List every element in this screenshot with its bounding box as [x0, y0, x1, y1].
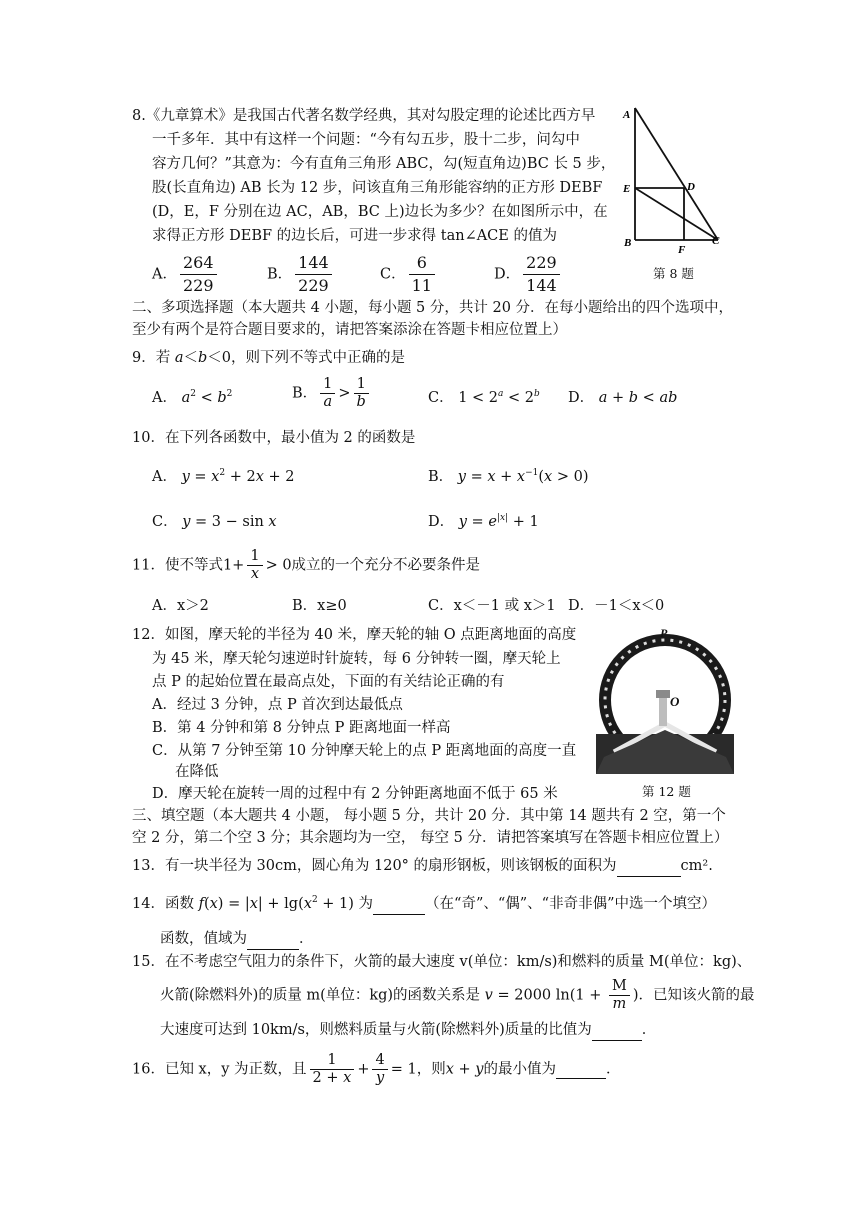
q8-option-b: B． $\frac{144}{229}$: [267, 252, 335, 297]
q10-stem: 10．在下列各函数中，最小值为 2 的函数是: [132, 430, 416, 446]
q12-ferris-wheel-figure: [596, 622, 734, 774]
q15-line1: 15．在不考虑空气阻力的条件下，火箭的最大速度 v(单位：km/s)和燃料的质量 M(单位：kg)、: [132, 954, 752, 970]
q8-line6: 求得正方形 DEBF 的边长后，可进一步求得 tan∠ACE 的值为: [152, 228, 557, 244]
q12-figure-caption: 第 12 题: [642, 784, 691, 799]
q12-line3: 点 P 的起始位置在最高点处，下面的有关结论正确的有: [152, 674, 505, 690]
fig12-label-p: P: [660, 626, 668, 640]
fig12-label-o: O: [670, 694, 680, 709]
sec2-heading-line2: 至少有两个是符合题目要求的，请把答案添涂在答题卡相应位置上）: [132, 322, 567, 338]
q8-line4: 股(长直角边) AB 长为 12 步，问该直角三角形能容纳的正方形 DEBF: [152, 180, 603, 196]
fig8-label-a: A: [623, 109, 631, 121]
q13-stem: 13．有一块半径为 30cm，圆心角为 120° 的扇形钢板，则该钢板的面积为 cm².: [132, 856, 713, 877]
sec3-heading-line1: 三、填空题（本大题共 4 小题， 每小题 5 分，共计 20 分．其中第 14 题共有 2 空，第一个: [132, 808, 726, 824]
q10-option-b: B． $y = x + x^{-1}(x > 0)$: [428, 468, 589, 485]
q11-option-b: B．x≥0: [292, 598, 347, 614]
q9-stem: 9．若 a＜b＜0，则下列不等式中正确的是: [132, 350, 406, 366]
q8-line1: 8.《九章算术》是我国古代著名数学经典，其对勾股定理的论述比西方早: [132, 108, 596, 124]
q9-option-b: B． $\frac{1}{a}$ > $\frac{1}{b}$: [292, 376, 372, 411]
sec2-heading-line1: 二、多项选择题（本大题共 4 小题，每小题 5 分，共计 20 分．在每小题给出的四个选项中，: [132, 300, 734, 316]
q15-line3: 大速度可达到 10km/s，则燃料质量与火箭(除燃料外)质量的比值为 ．: [160, 1020, 656, 1041]
q9-option-a: A． $a^2 < b^2$: [152, 389, 233, 406]
q15-line2: 火箭(除燃料外)的质量 m(单位：kg)的函数关系是 v = 2000 ln(1 + $\frac{M}{m}$ )．已知该火箭的最: [160, 978, 755, 1012]
q8-line3: 容方几何？”其意为：今有直角三角形 ABC，勾(短直角边)BC 长 5 步，: [152, 156, 616, 172]
q14-stem: 14．函数 $f(x) = |x| + \lg(x^2 + 1)$ 为 （在“奇”、“偶”、“非奇非偶”中选一个填空）: [132, 894, 716, 915]
fig8-label-c: C: [712, 235, 720, 247]
q12-line1: 12．如图，摩天轮的半径为 40 米，摩天轮的轴 O 点距离地面的高度: [132, 627, 577, 643]
q14-stem-line2: 函数，值域为 ．: [160, 929, 314, 950]
sec3-heading-line2: 空 2 分，第二个空 3 分；其余题均为一空， 每空 5 分．请把答案填写在答题卡相应位置上）: [132, 830, 729, 846]
q8-figure-caption: 第 8 题: [653, 266, 694, 281]
q16-stem: 16．已知 x，y 为正数，且 $\frac{1}{2 + x}$ + $\frac{4}{y}$ = 1，则x + y的最小值为 ．: [132, 1052, 621, 1086]
q12-option-b: B．第 4 分钟和第 8 分钟点 P 距离地面一样高: [152, 720, 451, 736]
q12-option-a: A．经过 3 分钟，点 P 首次到达最低点: [152, 697, 403, 713]
q8-line2: 一千多年．其中有这样一个问题：“今有勾五步，股十二步，问勾中: [152, 132, 580, 148]
q8-option-d: D． $\frac{229}{144}$: [494, 252, 563, 297]
q8-line5: (D，E，F 分别在边 AC，AB，BC 上)边长为多少？在如图所示中，在: [152, 204, 608, 220]
q10-option-d: D． $y = e^{|x|} + 1$: [428, 513, 539, 530]
q10-option-a: A． $y = x^2 + 2x + 2$: [152, 468, 295, 485]
q8-triangle-figure: [620, 100, 725, 260]
q11-option-d: D．－1＜x＜0: [568, 598, 665, 614]
q11-option-c: C．x＜－1 或 x＞1: [428, 598, 556, 614]
q11-stem: 11．使不等式1+ $\frac{1}{x}$ > 0成立的一个充分不必要条件是: [132, 548, 481, 582]
q12-option-d: D．摩天轮在旋转一周的过程中有 2 分钟距离地面不低于 65 米: [152, 786, 558, 802]
q9-option-c: C． $1 < 2^a < 2^b$: [428, 389, 540, 406]
fig8-label-d: D: [687, 181, 695, 193]
q9-option-d: D． a + b < ab: [568, 390, 678, 406]
fig8-label-e: E: [623, 183, 631, 195]
q12-option-c-line1: C．从第 7 分钟至第 10 分钟摩天轮上的点 P 距离地面的高度一直: [152, 743, 577, 759]
fig8-label-b: B: [624, 237, 632, 249]
fig8-label-f: F: [678, 244, 686, 256]
q8-option-a: A． $\frac{264}{229}$: [152, 252, 220, 297]
q12-line2: 为 45 米，摩天轮匀速逆时针旋转，每 6 分钟转一圈，摩天轮上: [152, 651, 561, 667]
q11-option-a: A．x＞2: [152, 598, 209, 614]
q10-option-c: C． y = 3 − sin x: [152, 514, 277, 530]
q8-option-c: C． $\frac{6}{11}$: [380, 252, 438, 297]
q12-option-c-line2: 在降低: [175, 764, 219, 780]
